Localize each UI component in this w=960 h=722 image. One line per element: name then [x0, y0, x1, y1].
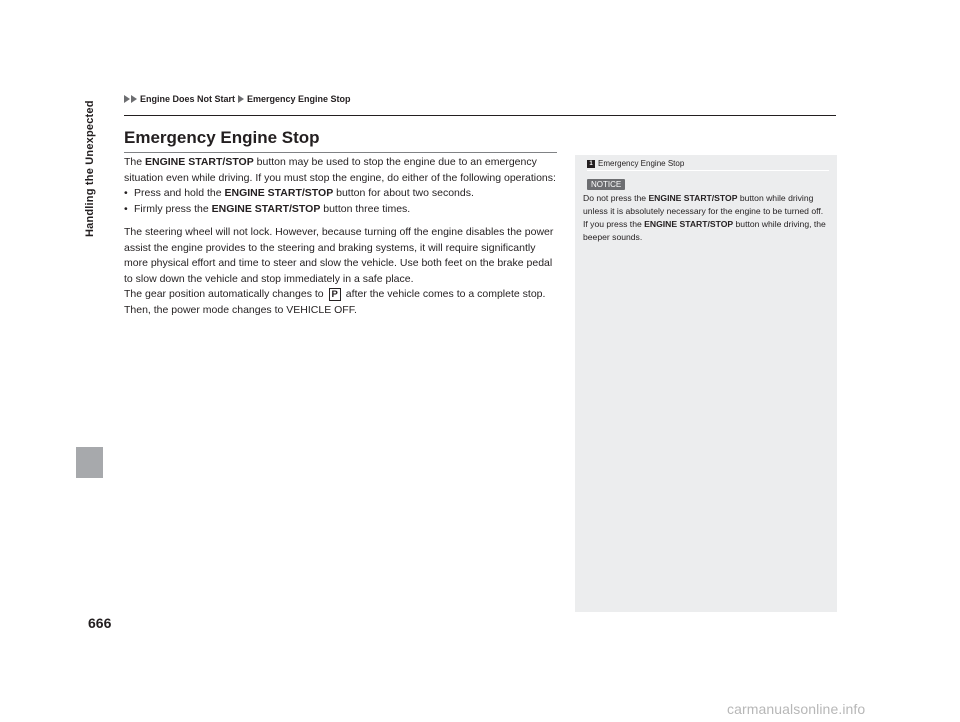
- breadcrumb-item-emergency-engine-stop[interactable]: Emergency Engine Stop: [247, 94, 351, 104]
- title-divider: [124, 152, 557, 153]
- bullet-bold: ENGINE START/STOP: [224, 187, 334, 199]
- bullet-bold: ENGINE START/STOP: [211, 202, 321, 215]
- watermark[interactable]: carmanualsonline.info: [727, 701, 866, 717]
- sidebar-line2-bold: ENGINE START/STOP: [644, 219, 734, 229]
- page-title: Emergency Engine Stop: [124, 128, 320, 147]
- sidebar-line2-suffix: button while driving, the beeper sounds.: [583, 219, 826, 242]
- paragraph-spacer: [124, 217, 562, 225]
- sidebar-body: [583, 192, 829, 244]
- main-body: [124, 155, 562, 318]
- intro-prefix: The: [124, 156, 146, 168]
- chevron-right-icon: [124, 95, 130, 103]
- sidebar-line-1: [583, 192, 829, 218]
- bullet-suffix: button for about two seconds.: [333, 187, 474, 199]
- notice-badge: NOTICE: [587, 179, 625, 190]
- bullet-suffix: button three times.: [320, 202, 411, 215]
- sidebar-divider: [587, 170, 829, 171]
- sidebar-line1-prefix: Do not press the: [583, 193, 649, 203]
- sidebar-line1-bold: ENGINE START/STOP: [648, 193, 738, 203]
- sidebar-heading-text: Emergency Engine Stop: [598, 159, 685, 168]
- gear-prefix: The gear position automatically changes to: [124, 288, 327, 300]
- bullet-prefix: Firmly press the: [134, 202, 212, 215]
- breadcrumb-item-engine-does-not-start[interactable]: Engine Does Not Start: [140, 94, 236, 104]
- bullet-prefix: Press and hold the: [134, 187, 225, 199]
- list-item: [124, 186, 562, 202]
- chevron-right-icon: [131, 95, 137, 103]
- list-item: [124, 202, 562, 218]
- sidebar-line-2: [583, 218, 829, 244]
- gear-suffix: after the vehicle comes to a complete stop. Then, the power mode changes to VEHICLE OFF.: [124, 288, 546, 316]
- sidebar-heading: [587, 159, 684, 168]
- chevron-right-icon: [238, 95, 244, 103]
- sidebar-line1-suffix: button while driving unless it is absolutely necessary for the engine to be turned off.: [583, 193, 824, 216]
- sidebar-line2-prefix: If you press the: [583, 219, 645, 229]
- section-tab-label: Handling the Unexpected: [84, 100, 96, 237]
- reference-marker-icon: 1: [587, 160, 595, 168]
- intro-bold: ENGINE START/STOP: [145, 156, 254, 168]
- page-number: 666: [88, 615, 112, 631]
- steering-paragraph: The steering wheel will not lock. However, because turning off the engine disables the power assist the engine provides to the steering and braking systems, it will require significantly more physical effort and time to steer and slow the vehicle. Use both feet on the brake pedal to slow down the vehicle and stop immediately in a safe place.: [124, 226, 554, 285]
- header-divider: [124, 115, 836, 116]
- breadcrumb: [124, 94, 351, 104]
- bullet-marker: •: [124, 187, 128, 199]
- gear-paragraph: [124, 287, 562, 318]
- intro-suffix: button may be used to stop the engine due to an emergency situation even while driving. If you must stop the engine, do either of the following operations:: [124, 156, 556, 184]
- intro-paragraph: [124, 155, 562, 186]
- park-symbol: P: [329, 288, 341, 301]
- bullet-marker: •: [124, 202, 128, 215]
